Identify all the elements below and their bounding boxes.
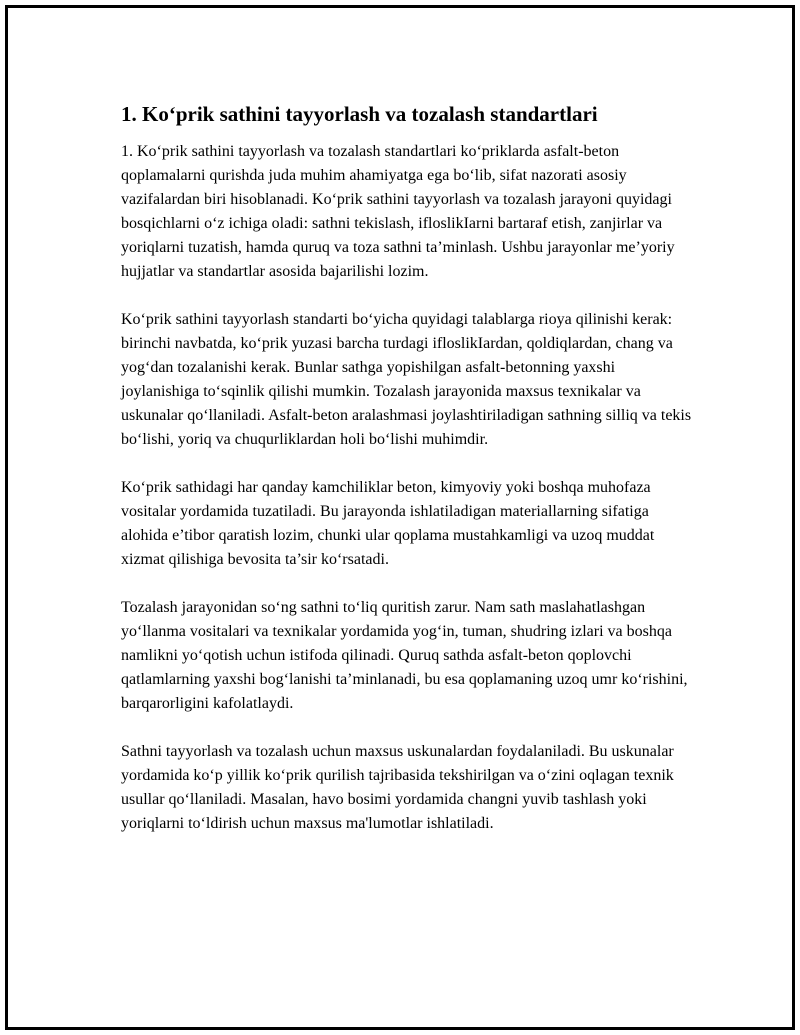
paragraph-2: Ko‘prik sathini tayyorlash standarti bo‘yicha quyidagi talablarga rioya qilinishi kerak: birinchi navbatda, ko‘prik yuzasi barcha turdagi ifloslikIardan, qoldiqlardan, chang va yog‘dan tozalanishi kerak. Bunlar sathga yopishilgan asfalt-betonning yaxshi joylanishiga to‘sqinlik qilishi mumkin. Tozalash jarayonida maxsus texnikalar va uskunalar qo‘llaniladi. Asfalt-beton aralashmasi joylashtiriladigan sathning silliq va tekis bo‘lishi, yoriq va chuqurliklardan holi bo‘lishi muhimdir. [121,311,692,448]
paragraph-4: Tozalash jarayonidan so‘ng sathni to‘liq quritish zarur. Nam sath maslahatlashgan yo‘llanma vositalari va texnikalar yordamida yog‘in, tuman, shudring izlari va boshqa namlikni yo‘qotish uchun istifoda qilinadi. Quruq sathda asfalt-beton qoplovchi qatlamlarning yaxshi bog‘lanishi ta’minlanadi, bu esa qoplamaning uzoq umr ko‘rishini, barqarorligini kafolatlaydi. [121,599,688,712]
page-frame [5,5,795,1030]
paragraph-5: Sathni tayyorlash va tozalash uchun maxsus uskunalardan foydalaniladi. Bu uskunalar yordamida ko‘p yillik ko‘prik qurilish tajribasida tekshirilgan va o‘zini oqlagan texnik usullar qo‘llaniladi. Masalan, havo bosimi yordamida changni yuvib tashlash yoki yoriqlarni to‘ldirish uchun maxsus ma'lumotlar ishlatiladi. [121,743,674,832]
section-heading: 1. Ko‘prik sathini tayyorlash va tozalash standartlari [121,102,598,126]
paragraph-3: Ko‘prik sathidagi har qanday kamchiliklar beton, kimyoviy yoki boshqa muhofaza vositalar yordamida tuzatiladi. Bu jarayonda ishlatiladigan materiallarning sifatiga alohida e’tibor qaratish lozim, chunki ular qoplama mustahkamligi va uzoq muddat xizmat qilishiga bevosita ta’sir ko‘rsatadi. [121,479,655,568]
paragraph-1: 1. Ko‘prik sathini tayyorlash va tozalash standartlari ko‘priklarda asfalt-beton qoplamalarni qurishda juda muhim ahamiyatga ega bo‘lib, sifat nazorati asosiy vazifalardan biri hisoblanadi. Ko‘prik sathini tayyorlash va tozalash jarayoni quyidagi bosqichlarni o‘z ichiga oladi: sathni tekislash, ifloslikIarni bartaraf etish, zanjirlar va yoriqlarni tuzatish, hamda quruq va toza sathni ta’minlash. Ushbu jarayonlar me’yoriy hujjatlar va standartlar asosida bajarilishi lozim. [121,143,675,280]
document-body [121,100,693,860]
